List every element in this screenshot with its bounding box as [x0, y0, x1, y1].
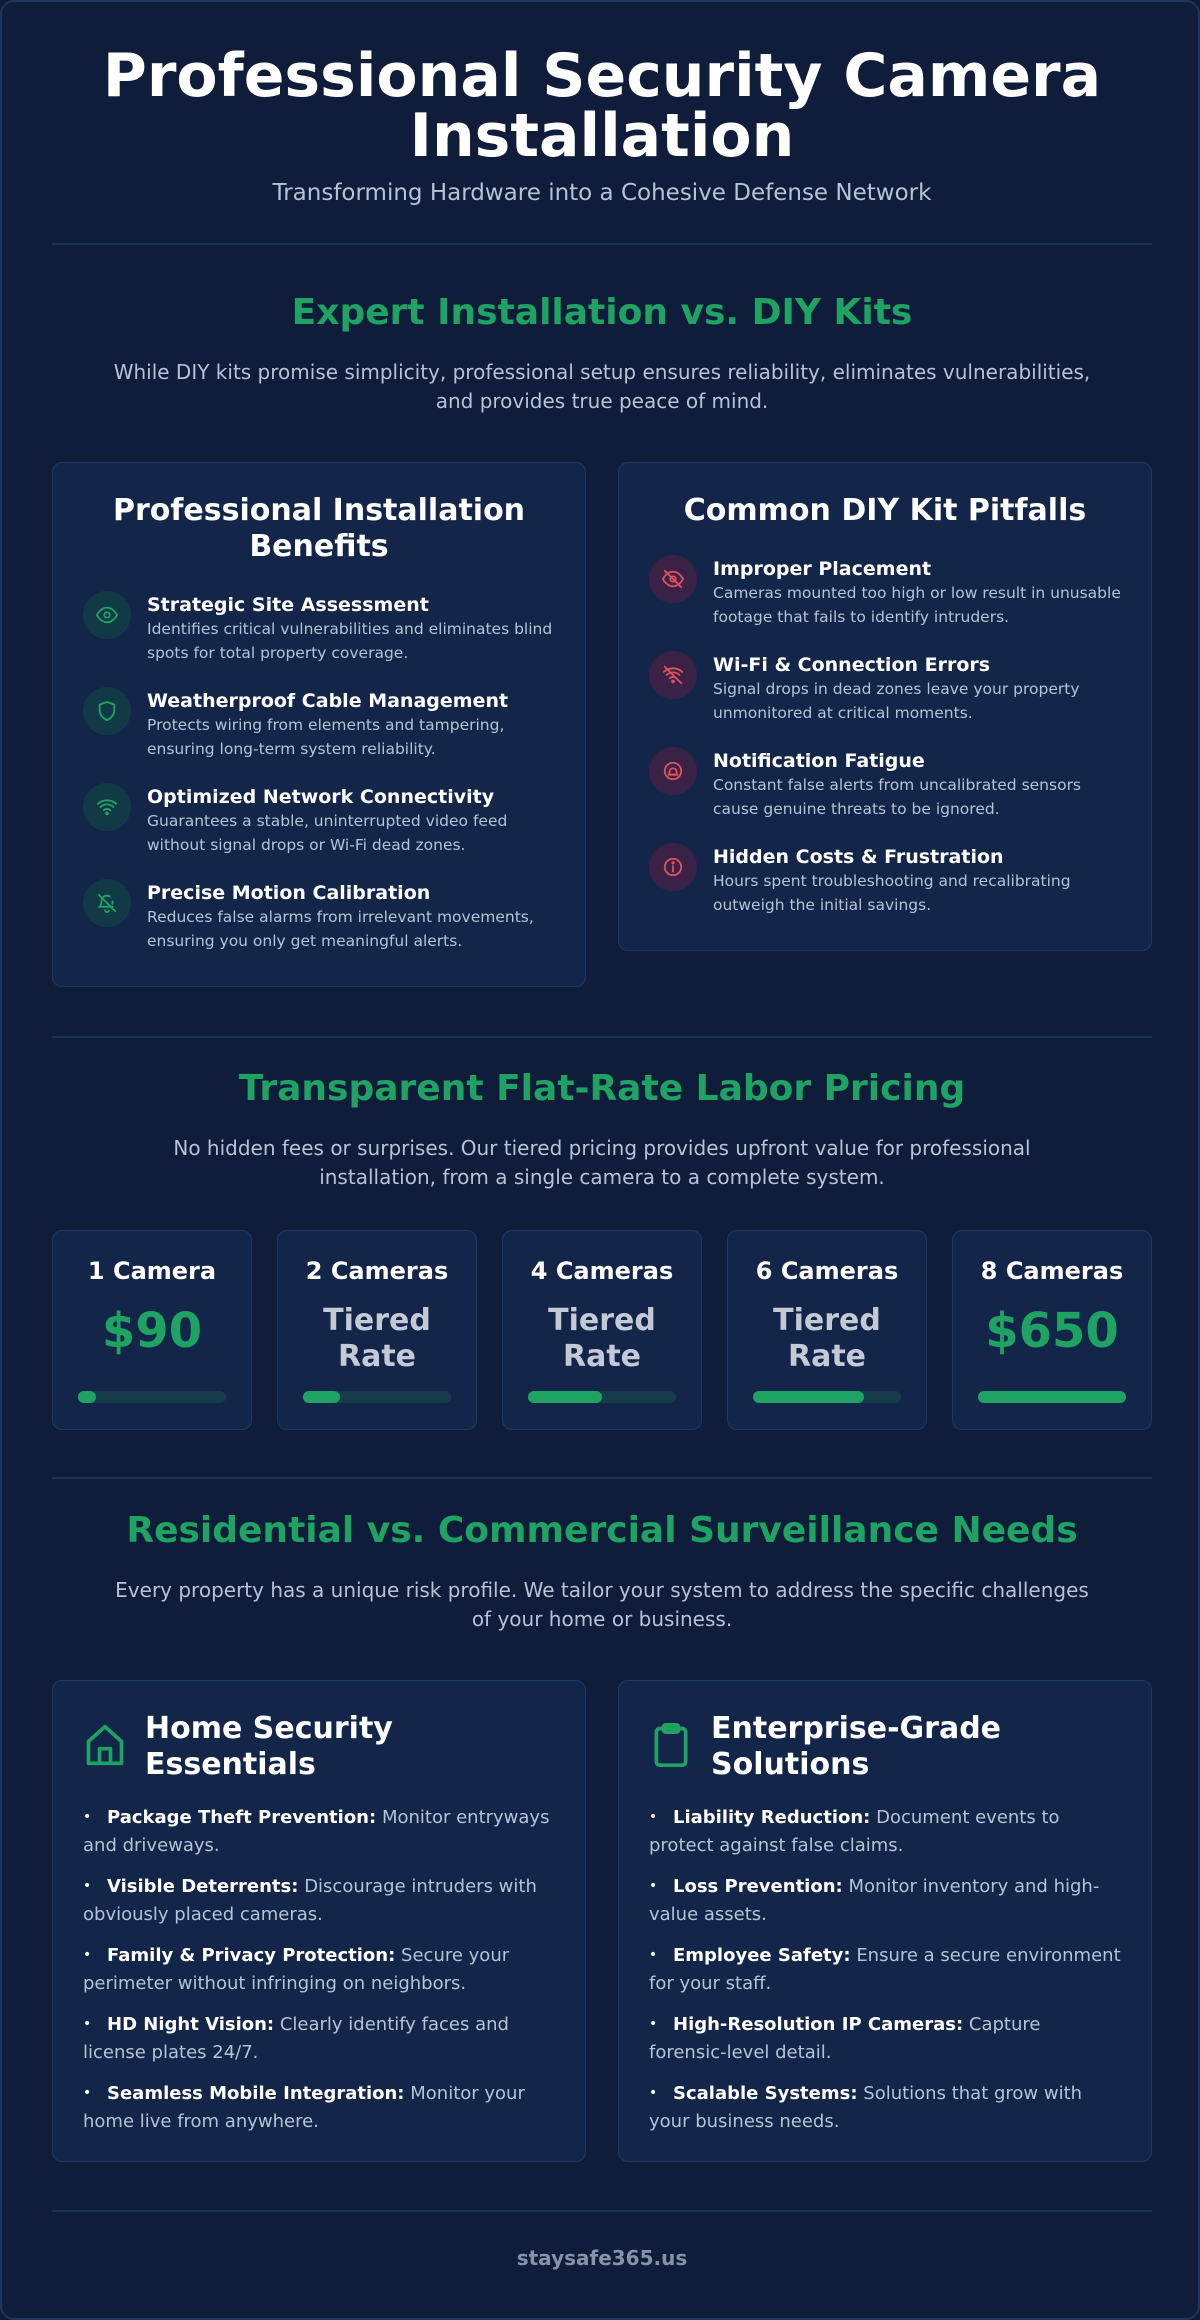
- shield-icon: [83, 687, 131, 735]
- comparison-title: Expert Installation vs. DIY Kits: [291, 292, 913, 333]
- tier-progress-bar: [753, 1391, 901, 1403]
- pro-item: Precise Motion Calibration Reduces false alarms from irrelevant movements, ensuring you only get meaningful alerts.: [83, 879, 565, 959]
- diy-item: Wi-Fi & Connection Errors Signal drops in dead zones leave your property unmonitored at critical moments.: [649, 651, 1131, 731]
- pro-item: Strategic Site Assessment Identifies critical vulnerabilities and eliminates blind spots for total property coverage.: [83, 591, 565, 671]
- home-needs-list: [83, 1803, 557, 2148]
- page-subtitle: Transforming Hardware into a Cohesive Defense Network: [272, 180, 932, 206]
- list-item: • HD Night Vision: Clearly identify faces and license plates 24/7.: [83, 2010, 557, 2067]
- pricing-title: Transparent Flat-Rate Labor Pricing: [238, 1068, 966, 1109]
- list-item: • Seamless Mobile Integration: Monitor your home live from anywhere.: [83, 2079, 557, 2136]
- price-tier-card: 1 Camera $90: [52, 1230, 252, 1430]
- eye-icon: [83, 591, 131, 639]
- diy-item: Hidden Costs & Frustration Hours spent troubleshooting and recalibrating outweigh the initial savings.: [649, 843, 1131, 923]
- list-item: • Scalable Systems: Solutions that grow with your business needs.: [649, 2079, 1123, 2136]
- diy-pitfalls-card: [618, 462, 1152, 951]
- wifi-icon: [83, 783, 131, 831]
- pro-benefits-card: [52, 462, 586, 987]
- tier-progress-bar: [978, 1391, 1126, 1403]
- list-item: • Package Theft Prevention: Monitor entryways and driveways.: [83, 1803, 557, 1860]
- needs-desc: Every property has a unique risk profile. We tailor your system to address the specific challenges of your home or business.: [115, 1578, 1089, 1631]
- comparison-desc: While DIY kits promise simplicity, professional setup ensures reliability, eliminates vulnerabilities, and provides true peace of mind.: [113, 360, 1091, 413]
- pro-item: Optimized Network Connectivity Guarantees a stable, uninterrupted video feed without signal drops or Wi-Fi dead zones.: [83, 783, 565, 863]
- wifi-off-icon: [649, 651, 697, 699]
- needs-title: Residential vs. Commercial Surveillance Needs: [126, 1510, 1078, 1551]
- price-tier-card: 4 Cameras Tiered Rate: [502, 1230, 702, 1430]
- home-security-card: [52, 1680, 586, 2162]
- list-item: • Family & Privacy Protection: Secure your perimeter without infringing on neighbors.: [83, 1941, 557, 1998]
- business-needs-list: [649, 1803, 1123, 2148]
- pricing-desc: No hidden fees or surprises. Our tiered pricing provides upfront value for professional installation, from a single camera to a complete system.: [173, 1136, 1031, 1189]
- list-item: • Employee Safety: Ensure a secure environment for your staff.: [649, 1941, 1123, 1998]
- business-card: [618, 1680, 1152, 2162]
- diy-card-title: Common DIY Kit Pitfalls: [683, 493, 1087, 528]
- page-title: Professional Security Camera Installation: [102, 41, 1102, 171]
- price-tier-card: 6 Cameras Tiered Rate: [727, 1230, 927, 1430]
- list-item: • Visible Deterrents: Discourage intruders with obviously placed cameras.: [83, 1872, 557, 1929]
- eye-off-icon: [649, 555, 697, 603]
- pro-item: Weatherproof Cable Management Protects wiring from elements and tampering, ensuring long-term system reliability.: [83, 687, 565, 767]
- business-card-title: Enterprise-Grade Solutions: [711, 1711, 1002, 1782]
- divider: [52, 1477, 1152, 1479]
- list-item: • High-Resolution IP Cameras: Capture forensic-level detail.: [649, 2010, 1123, 2067]
- pro-card-title: Professional Installation Benefits: [112, 493, 526, 564]
- divider: [52, 1036, 1152, 1038]
- diy-item: Notification Fatigue Constant false alerts from uncalibrated sensors cause genuine threats to be ignored.: [649, 747, 1131, 827]
- divider: [52, 2210, 1152, 2212]
- clipboard-icon: [649, 1721, 693, 1769]
- tier-progress-bar: [528, 1391, 676, 1403]
- home-icon: [83, 1721, 127, 1769]
- divider: [52, 243, 1152, 245]
- footer-site-link[interactable]: staysafe365.us: [516, 2246, 688, 2270]
- tier-progress-bar: [303, 1391, 451, 1403]
- alarm-icon: [649, 747, 697, 795]
- tier-progress-bar: [78, 1391, 226, 1403]
- list-item: • Loss Prevention: Monitor inventory and high-value assets.: [649, 1872, 1123, 1929]
- info-icon: [649, 843, 697, 891]
- bell-off-icon: [83, 879, 131, 927]
- price-tier-card: 8 Cameras $650: [952, 1230, 1152, 1430]
- list-item: • Liability Reduction: Document events to protect against false claims.: [649, 1803, 1123, 1860]
- price-tier-card: 2 Cameras Tiered Rate: [277, 1230, 477, 1430]
- diy-item: Improper Placement Cameras mounted too high or low result in unusable footage that fails to identify intruders.: [649, 555, 1131, 635]
- home-card-title: Home Security Essentials: [145, 1711, 393, 1782]
